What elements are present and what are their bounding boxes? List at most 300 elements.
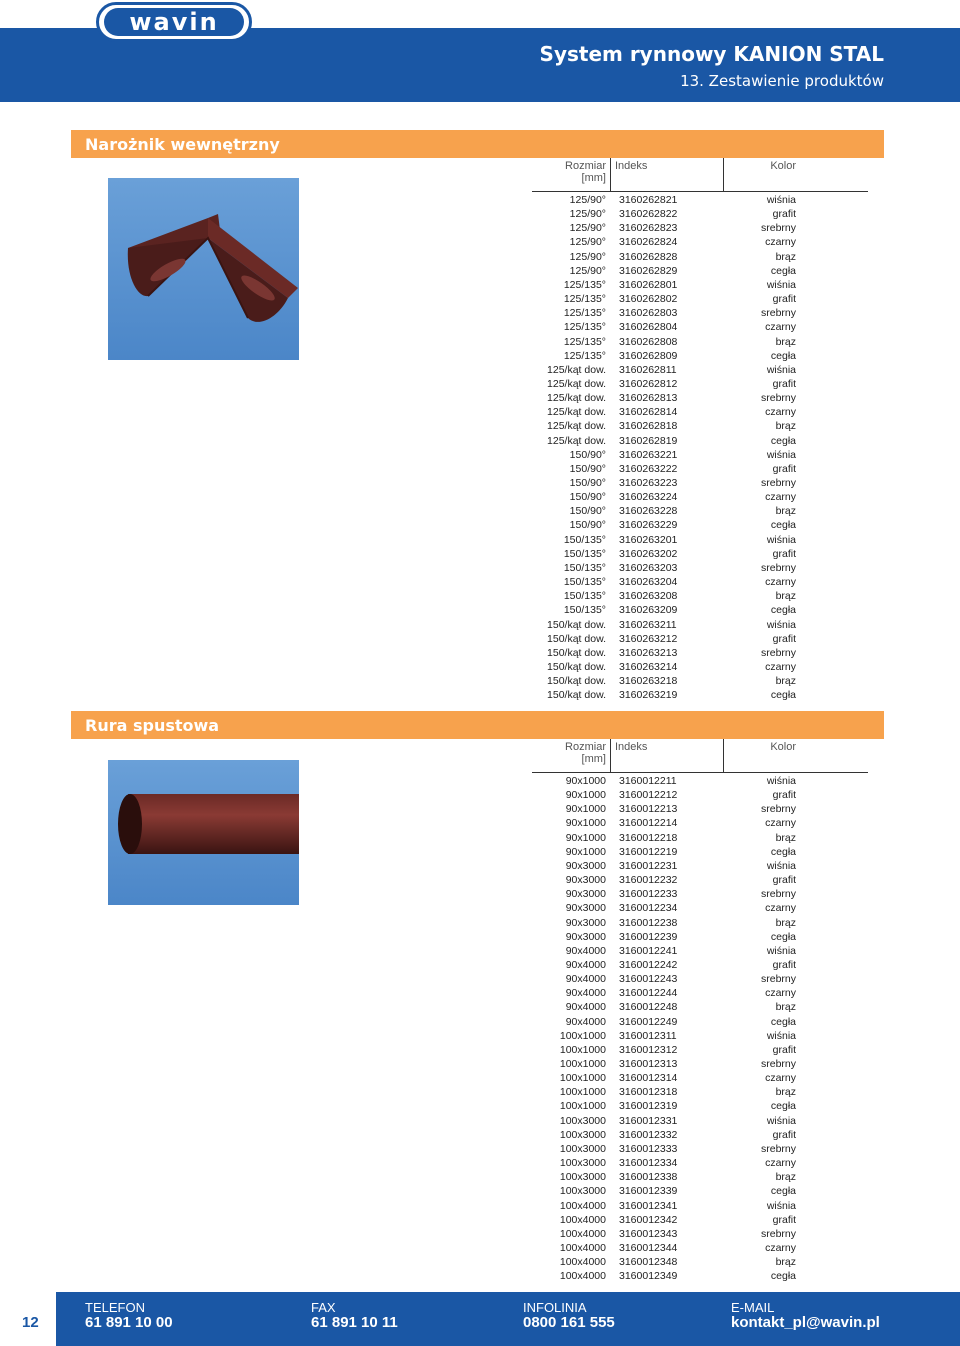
cell-index: 3160012249: [619, 1015, 678, 1028]
cell-index: 3160012311: [619, 1029, 677, 1042]
cell-size: 125/135°: [563, 349, 606, 362]
cell-index: 3160012314: [619, 1072, 678, 1085]
cell-index: 3160012211: [619, 775, 677, 787]
cell-index: 3160012213: [619, 803, 678, 816]
cell-index: 3160012338: [619, 1171, 678, 1184]
cell-color: grafit: [772, 208, 796, 221]
table-row: [0, 1199, 960, 1213]
cell-size: 150/kąt dow.: [547, 646, 606, 659]
table-row: [0, 250, 960, 264]
col-size-header: Rozmiar: [565, 160, 606, 172]
table-row: [0, 320, 960, 334]
cell-index: 3160012239: [619, 930, 678, 943]
cell-size: 150/90°: [569, 477, 606, 489]
cell-index: 3160262829: [619, 264, 678, 277]
cell-size: 150/135°: [563, 604, 606, 617]
table-row: [0, 788, 960, 802]
cell-size: 150/135°: [563, 547, 606, 560]
cell-size: 90x3000: [565, 916, 606, 929]
table-row: [0, 930, 960, 944]
cell-index: 3160012312: [619, 1043, 678, 1056]
table-row: [0, 901, 960, 915]
cell-color: grafit: [772, 293, 796, 306]
cell-color: czarny: [765, 236, 796, 249]
table-row: [0, 504, 960, 518]
cell-size: 125/kąt dow.: [547, 392, 606, 405]
cell-size: 100x1000: [559, 1072, 606, 1085]
table-row: [0, 193, 960, 207]
table-row: [0, 292, 960, 306]
table-row: [0, 972, 960, 986]
cell-color: srebrny: [760, 646, 796, 659]
section-title: Narożnik wewnętrzny: [71, 130, 294, 158]
cell-size: 90x1000: [565, 831, 606, 844]
cell-size: 125/90°: [569, 264, 606, 277]
table-row: [0, 646, 960, 660]
cell-color: czarny: [765, 1157, 796, 1170]
col-index-header: Indeks: [615, 741, 648, 753]
cell-color: cegła: [770, 1185, 796, 1198]
page-number: 12: [22, 1314, 39, 1331]
cell-color: brąz: [775, 335, 796, 348]
table-row: [0, 335, 960, 349]
cell-size: 90x4000: [565, 1001, 606, 1014]
cell-size: 150/kąt dow.: [547, 632, 606, 645]
cell-index: 3160263209: [619, 604, 678, 617]
table-row: [0, 306, 960, 320]
cell-color: wiśnia: [766, 859, 796, 872]
cell-index: 3160012348: [619, 1256, 678, 1269]
table-row: [0, 1170, 960, 1184]
cell-index: 3160012248: [619, 1001, 678, 1014]
table-row: [0, 349, 960, 363]
cell-color: cegła: [770, 434, 796, 447]
table-row: [0, 278, 960, 292]
table-row: [0, 958, 960, 972]
cell-index: 3160263213: [619, 646, 678, 659]
cell-size: 150/kąt dow.: [547, 689, 606, 702]
cell-index: 3160262819: [619, 434, 678, 447]
cell-color: wiśnia: [766, 448, 796, 461]
cell-size: 150/90°: [569, 505, 606, 518]
cell-index: 3160263203: [619, 561, 678, 574]
cell-color: brąz: [775, 1256, 796, 1269]
footer-hotline-label: INFOLINIA: [523, 1300, 587, 1315]
footer-phone-value: 61 891 10 00: [85, 1314, 173, 1331]
logo-text: wavin: [129, 8, 219, 36]
cell-index: 3160262809: [619, 349, 678, 362]
cell-index: 3160262818: [619, 420, 678, 433]
cell-color: grafit: [772, 874, 796, 887]
cell-index: 3160263229: [619, 519, 678, 532]
table-row: [0, 887, 960, 901]
cell-index: 3160012231: [619, 859, 678, 872]
cell-index: 3160012343: [619, 1227, 678, 1240]
cell-index: 3160263201: [619, 533, 678, 546]
cell-color: czarny: [765, 660, 796, 673]
col-index-header: Indeks: [615, 160, 648, 172]
cell-color: brąz: [775, 1171, 796, 1184]
cell-index: 3160012332: [619, 1128, 678, 1141]
cell-color: wiśnia: [766, 1114, 796, 1127]
cell-size: 90x1000: [565, 817, 606, 830]
cell-size: 125/90°: [569, 208, 606, 221]
cell-index: 3160262814: [619, 406, 678, 419]
cell-color: brąz: [775, 1086, 796, 1099]
cell-color: czarny: [765, 1241, 796, 1254]
cell-size: 125/kąt dow.: [547, 406, 606, 419]
cell-color: wiśnia: [766, 1199, 796, 1212]
cell-color: srebrny: [760, 1227, 796, 1240]
cell-size: 150/90°: [569, 448, 606, 461]
cell-index: 3160012342: [619, 1213, 678, 1226]
cell-color: wiśnia: [766, 194, 796, 206]
cell-size: 100x1000: [559, 1043, 606, 1056]
table-row: [0, 660, 960, 674]
cell-color: cegła: [770, 519, 796, 532]
footer-fax-value: 61 891 10 11: [311, 1314, 398, 1331]
cell-index: 3160262811: [619, 363, 677, 376]
cell-index: 3160263211: [619, 618, 677, 631]
table-row: [0, 1213, 960, 1227]
table-header-rule: [532, 772, 868, 773]
cell-index: 3160012233: [619, 888, 678, 901]
cell-size: 125/135°: [563, 307, 606, 320]
cell-index: 3160262822: [619, 208, 678, 221]
cell-size: 125/135°: [563, 293, 606, 306]
table-row: [0, 618, 960, 632]
cell-color: cegła: [770, 604, 796, 617]
cell-size: 100x3000: [559, 1157, 606, 1170]
cell-color: grafit: [772, 1128, 796, 1141]
cell-color: srebrny: [760, 803, 796, 816]
cell-size: 100x3000: [559, 1171, 606, 1184]
cell-index: 3160012234: [619, 902, 678, 915]
cell-color: brąz: [775, 420, 796, 433]
cell-index: 3160012339: [619, 1185, 678, 1198]
cell-color: brąz: [775, 916, 796, 929]
cell-size: 150/90°: [569, 462, 606, 475]
table-row: [0, 391, 960, 405]
cell-color: srebrny: [760, 1142, 796, 1155]
cell-size: 90x4000: [565, 987, 606, 1000]
table-row: [0, 476, 960, 490]
cell-index: 3160263228: [619, 505, 678, 518]
cell-index: 3160263204: [619, 576, 678, 589]
table-row: [0, 873, 960, 887]
cell-index: 3160262801: [619, 278, 678, 291]
cell-index: 3160263224: [619, 491, 678, 504]
cell-size: 90x4000: [565, 1015, 606, 1028]
cell-index: 3160012333: [619, 1142, 678, 1155]
table-row: [0, 1000, 960, 1014]
table-row: [0, 986, 960, 1000]
table-row: [0, 1269, 960, 1283]
table-row: [0, 1043, 960, 1057]
table-row: [0, 533, 960, 547]
cell-index: 3160262808: [619, 335, 678, 348]
table-row: [0, 688, 960, 702]
table-row: [0, 944, 960, 958]
footer-email-value[interactable]: kontakt_pl@wavin.pl: [731, 1314, 880, 1331]
cell-index: 3160012331: [619, 1114, 678, 1127]
cell-size: 150/135°: [563, 590, 606, 603]
cell-size: 125/90°: [569, 194, 606, 206]
table-row: [0, 1156, 960, 1170]
cell-color: grafit: [772, 632, 796, 645]
cell-index: 3160262821: [619, 194, 678, 206]
col-color-header: Kolor: [770, 741, 796, 753]
cell-size: 125/kąt dow.: [547, 377, 606, 390]
table-row: [0, 462, 960, 476]
cell-color: wiśnia: [766, 1029, 796, 1042]
table-row: [0, 448, 960, 462]
table-row: [0, 1184, 960, 1198]
cell-size: 150/135°: [563, 561, 606, 574]
cell-index: 3160012212: [619, 789, 678, 802]
cell-size: 125/kąt dow.: [547, 420, 606, 433]
table-row: [0, 1015, 960, 1029]
cell-size: 125/90°: [569, 236, 606, 249]
cell-size: 90x4000: [565, 958, 606, 971]
cell-size: 150/kąt dow.: [547, 660, 606, 673]
cell-color: brąz: [775, 250, 796, 263]
section-header-downpipe: [71, 711, 884, 739]
cell-index: 3160263219: [619, 689, 678, 702]
footer-fax-label: FAX: [311, 1300, 336, 1315]
cell-color: brąz: [775, 831, 796, 844]
cell-size: 90x3000: [565, 859, 606, 872]
cell-index: 3160263208: [619, 590, 678, 603]
table-row: [0, 434, 960, 448]
footer-hotline-value: 0800 161 555: [523, 1314, 615, 1331]
cell-color: grafit: [772, 1043, 796, 1056]
cell-size: 100x3000: [559, 1128, 606, 1141]
table-row: [0, 207, 960, 221]
table-row: [0, 831, 960, 845]
footer-email-label: E-MAIL: [731, 1300, 775, 1315]
table-row: [0, 1085, 960, 1099]
cell-index: 3160012334: [619, 1157, 678, 1170]
table-row: [0, 1114, 960, 1128]
table-row: [0, 575, 960, 589]
table-header-rule: [532, 191, 868, 192]
cell-size: 90x1000: [565, 803, 606, 816]
cell-size: 150/135°: [563, 533, 606, 546]
cell-size: 150/135°: [563, 576, 606, 589]
cell-index: 3160262824: [619, 236, 678, 249]
cell-size: 100x1000: [559, 1058, 606, 1070]
cell-color: wiśnia: [766, 363, 796, 376]
cell-size: 125/135°: [563, 335, 606, 348]
cell-index: 3160012214: [619, 817, 678, 830]
cell-size: 100x1000: [559, 1086, 606, 1099]
cell-index: 3160012242: [619, 958, 678, 971]
cell-index: 3160012232: [619, 874, 678, 887]
table-row: [0, 1241, 960, 1255]
cell-color: czarny: [765, 1072, 796, 1085]
cell-color: brąz: [775, 590, 796, 603]
cell-size: 100x3000: [559, 1185, 606, 1198]
cell-index: 3160012313: [619, 1058, 678, 1070]
cell-size: 90x1000: [565, 775, 606, 787]
cell-size: 90x1000: [565, 789, 606, 802]
table-row: [0, 632, 960, 646]
cell-size: 90x3000: [565, 874, 606, 887]
cell-index: 3160263223: [619, 477, 678, 489]
cell-color: grafit: [772, 547, 796, 560]
cell-color: srebrny: [760, 888, 796, 901]
cell-index: 3160012341: [619, 1199, 678, 1212]
cell-color: cegła: [770, 1270, 796, 1283]
cell-color: brąz: [775, 1001, 796, 1014]
table-row: [0, 1029, 960, 1043]
cell-color: cegła: [770, 689, 796, 702]
cell-color: czarny: [765, 817, 796, 830]
cell-color: wiśnia: [766, 533, 796, 546]
cell-size: 90x1000: [565, 845, 606, 858]
cell-color: czarny: [765, 987, 796, 1000]
cell-size: 125/135°: [563, 278, 606, 291]
cell-color: czarny: [765, 576, 796, 589]
cell-color: cegła: [770, 930, 796, 943]
cell-size: 90x4000: [565, 973, 606, 986]
cell-color: cegła: [770, 1015, 796, 1028]
cell-color: brąz: [775, 675, 796, 688]
table-row: [0, 264, 960, 278]
cell-index: 3160262804: [619, 321, 678, 334]
table-row: [0, 603, 960, 617]
cell-index: 3160262803: [619, 307, 678, 320]
table-row: [0, 816, 960, 830]
cell-color: grafit: [772, 377, 796, 390]
cell-size: 90x3000: [565, 902, 606, 915]
cell-color: wiśnia: [766, 618, 796, 631]
table-row: [0, 221, 960, 235]
cell-index: 3160263221: [619, 448, 678, 461]
cell-color: wiśnia: [766, 278, 796, 291]
cell-color: wiśnia: [766, 944, 796, 957]
table-row: [0, 490, 960, 504]
cell-color: czarny: [765, 321, 796, 334]
table-row: [0, 1227, 960, 1241]
cell-size: 100x4000: [559, 1256, 606, 1269]
table-row: [0, 235, 960, 249]
col-color-header: Kolor: [770, 160, 796, 172]
table-row: [0, 363, 960, 377]
table-row: [0, 1071, 960, 1085]
cell-color: srebrny: [760, 973, 796, 986]
cell-size: 100x4000: [559, 1270, 606, 1283]
cell-color: srebrny: [760, 392, 796, 405]
cell-color: srebrny: [760, 561, 796, 574]
cell-size: 125/90°: [569, 222, 606, 235]
cell-index: 3160012318: [619, 1086, 678, 1099]
cell-size: 100x3000: [559, 1114, 606, 1127]
cell-size: 100x4000: [559, 1199, 606, 1212]
cell-color: srebrny: [760, 477, 796, 489]
table-row: [0, 1128, 960, 1142]
cell-index: 3160263214: [619, 660, 678, 673]
table-row: [0, 547, 960, 561]
cell-color: brąz: [775, 505, 796, 518]
table-row: [0, 916, 960, 930]
cell-size: 100x1000: [559, 1029, 606, 1042]
cell-size: 100x3000: [559, 1142, 606, 1155]
page-subtitle: 13. Zestawienie produktów: [680, 72, 884, 90]
cell-index: 3160012238: [619, 916, 678, 929]
col-size-unit: [mm]: [581, 172, 606, 184]
cell-index: 3160012244: [619, 987, 678, 1000]
table-row: [0, 1057, 960, 1071]
cell-color: grafit: [772, 1213, 796, 1226]
table-row: [0, 845, 960, 859]
footer-phone-label: TELEFON: [85, 1300, 145, 1315]
cell-color: cegła: [770, 845, 796, 858]
cell-size: 125/kąt dow.: [547, 363, 606, 376]
cell-color: czarny: [765, 491, 796, 504]
cell-color: srebrny: [760, 1058, 796, 1070]
cell-index: 3160262828: [619, 250, 678, 263]
table-row: [0, 774, 960, 788]
cell-index: 3160012344: [619, 1241, 678, 1254]
col-size-unit: [mm]: [581, 753, 606, 765]
cell-index: 3160012243: [619, 973, 678, 986]
col-size-header: Rozmiar: [565, 741, 606, 753]
cell-index: 3160263222: [619, 462, 678, 475]
cell-color: srebrny: [760, 222, 796, 235]
table-row: [0, 405, 960, 419]
cell-index: 3160263218: [619, 675, 678, 688]
cell-index: 3160012219: [619, 845, 678, 858]
wavin-logo: [96, 2, 252, 42]
cell-color: grafit: [772, 789, 796, 802]
cell-size: 90x3000: [565, 930, 606, 943]
cell-color: wiśnia: [766, 775, 796, 787]
cell-index: 3160263202: [619, 547, 678, 560]
cell-color: cegła: [770, 349, 796, 362]
cell-color: czarny: [765, 406, 796, 419]
cell-index: 3160012241: [619, 944, 678, 957]
table-row: [0, 561, 960, 575]
cell-size: 125/kąt dow.: [547, 434, 606, 447]
cell-color: grafit: [772, 958, 796, 971]
page-title: System rynnowy KANION STAL: [539, 42, 884, 66]
table-row: [0, 674, 960, 688]
cell-color: cegła: [770, 1100, 796, 1113]
table-row: [0, 377, 960, 391]
section-header-inner-corner: [71, 130, 884, 158]
cell-color: czarny: [765, 902, 796, 915]
cell-index: 3160262823: [619, 222, 678, 235]
cell-size: 100x1000: [559, 1100, 606, 1113]
cell-size: 150/90°: [569, 491, 606, 504]
cell-index: 3160262802: [619, 293, 678, 306]
cell-size: 90x3000: [565, 888, 606, 901]
table-row: [0, 1099, 960, 1113]
table-row: [0, 518, 960, 532]
table-row: [0, 802, 960, 816]
cell-size: 100x4000: [559, 1227, 606, 1240]
cell-size: 100x4000: [559, 1241, 606, 1254]
cell-color: cegła: [770, 264, 796, 277]
table-row: [0, 1142, 960, 1156]
cell-size: 125/90°: [569, 250, 606, 263]
table-row: [0, 1255, 960, 1269]
cell-index: 3160012218: [619, 831, 678, 844]
table-row: [0, 419, 960, 433]
cell-size: 90x4000: [565, 944, 606, 957]
